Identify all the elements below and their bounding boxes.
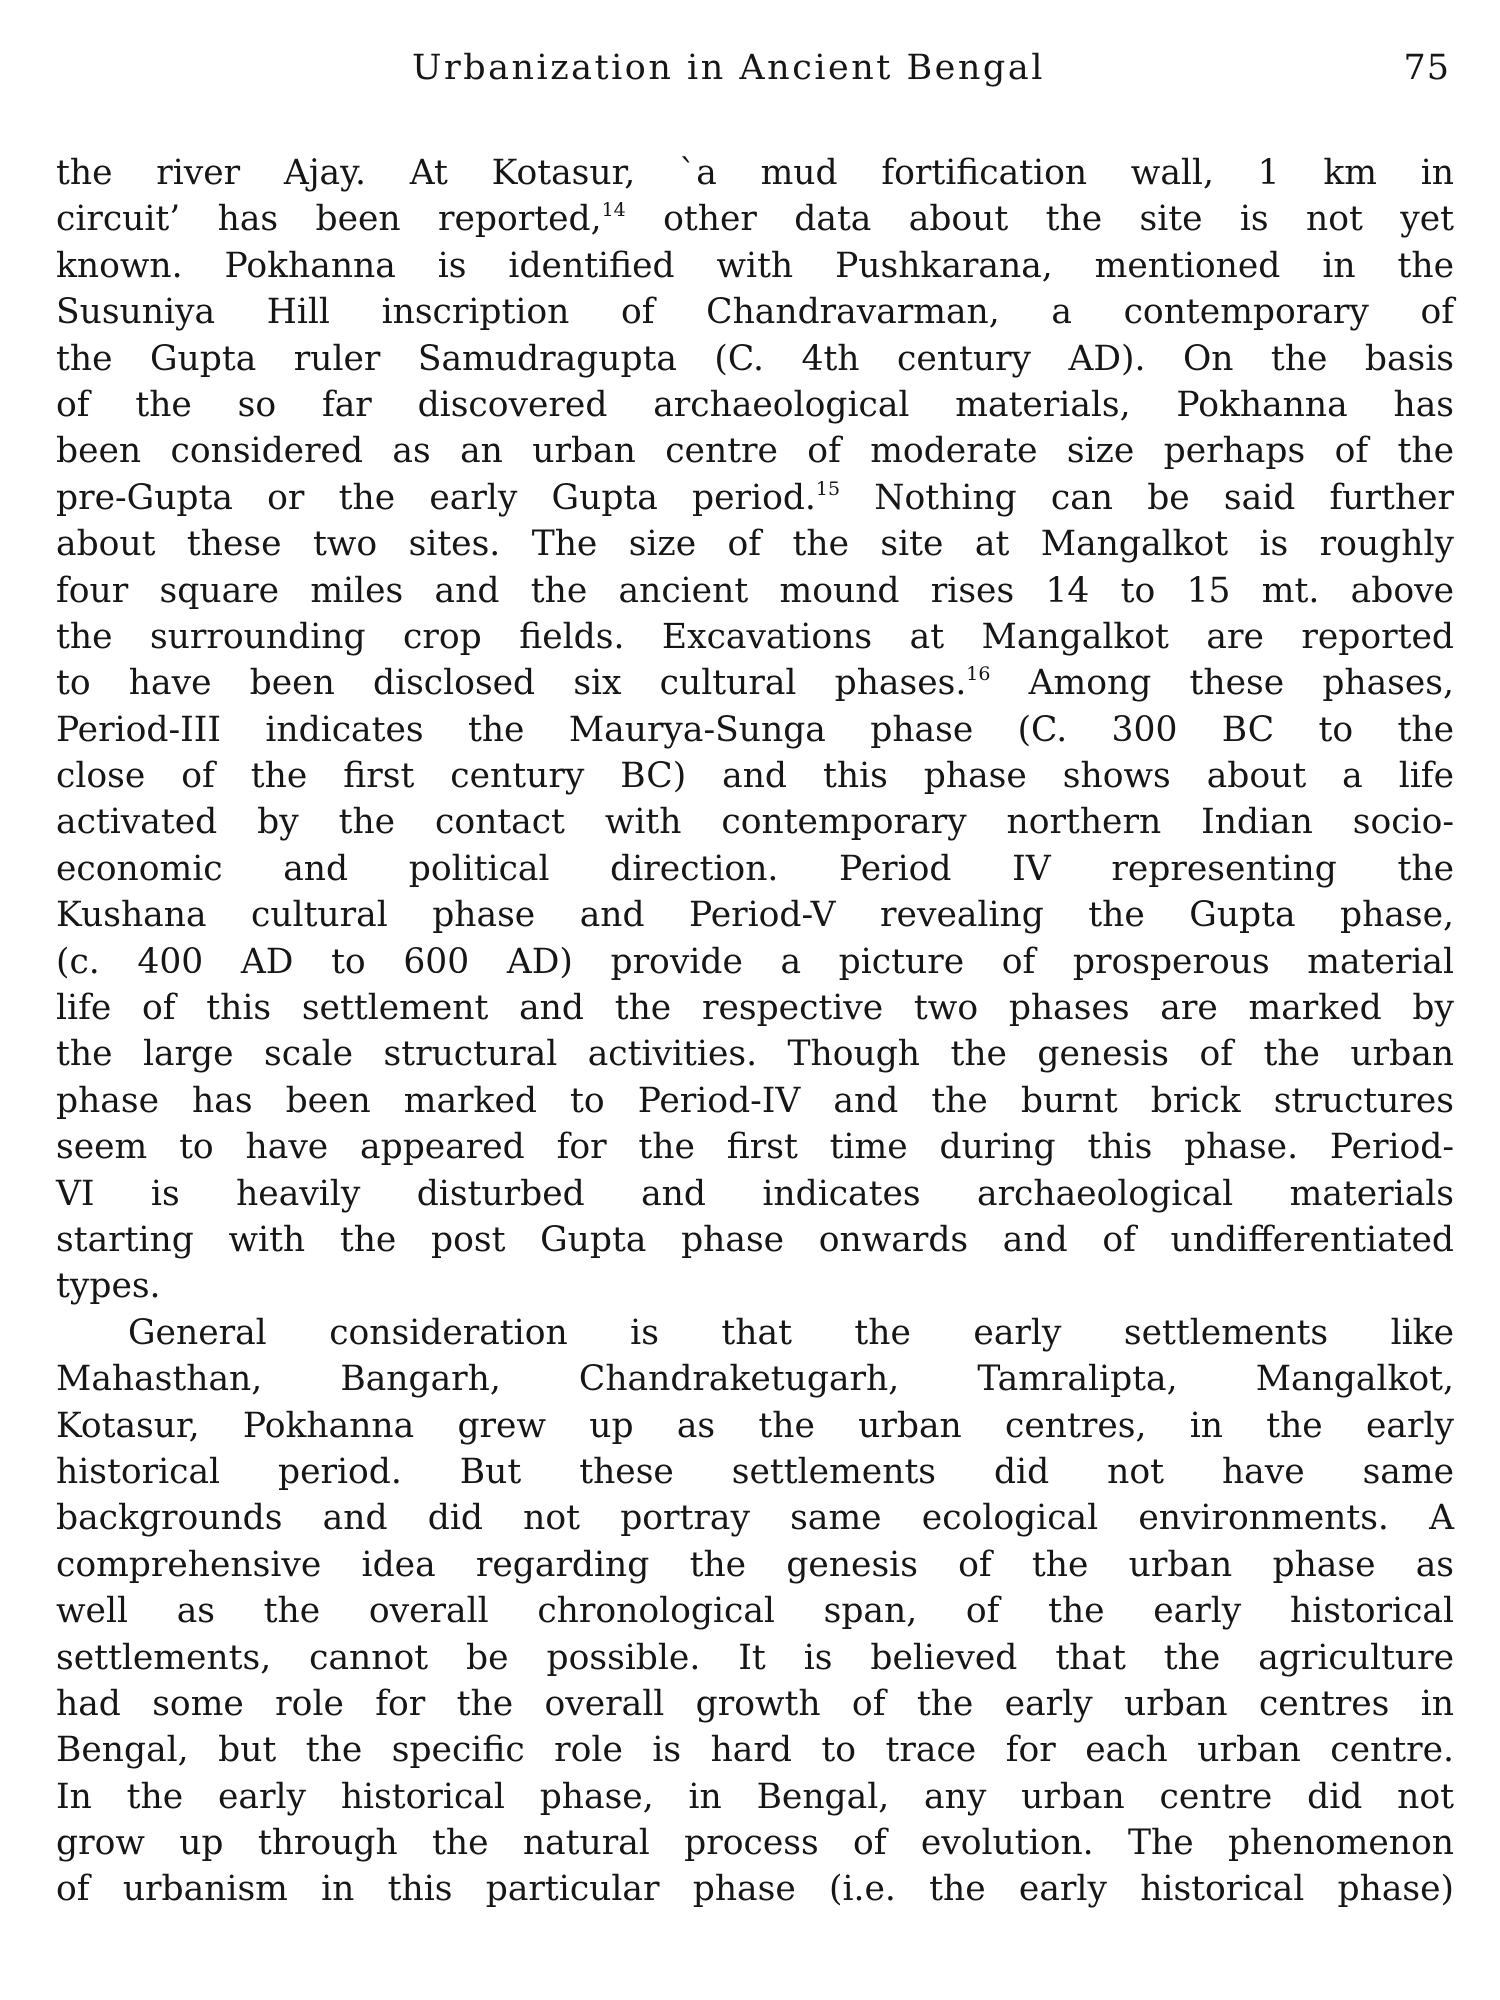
text-line: settlements, cannot be possible. It is believed that the agriculture: [56, 1637, 1454, 1678]
text-line: known. Pokhanna is identified with Pushkarana, mentioned in the: [56, 245, 1454, 286]
text-line: seem to have appeared for the first time during this phase. Period-: [56, 1127, 1454, 1168]
running-head: [0, 48, 1500, 98]
text-line: grow up through the natural process of evolution. The phenomenon: [56, 1823, 1454, 1864]
footnote-ref: 14: [601, 199, 626, 222]
text-line: starting with the post Gupta phase onwards and of undifferentiated: [56, 1219, 1454, 1260]
running-title: Urbanization in Ancient Bengal: [412, 48, 1045, 88]
text-line: activated by the contact with contemporary northern Indian socio-: [56, 802, 1454, 843]
footnote-ref: 15: [815, 477, 841, 500]
text-segment: pre-Gupta or the early Gupta period.: [56, 477, 816, 518]
text-line: well as the overall chronological span, of the early historical: [56, 1591, 1454, 1632]
text-line: four square miles and the ancient mound rises 14 to 15 mt. above: [56, 570, 1454, 611]
body-text: [56, 150, 1454, 1913]
text-line: of the so far discovered archaeological materials, Pokhanna has: [56, 384, 1454, 425]
text-line: Kushana cultural phase and Period-V revealing the Gupta phase,: [56, 895, 1454, 936]
text-line: Bengal, but the specific role is hard to trace for each urban centre.: [56, 1730, 1454, 1771]
text-line: historical period. But these settlements did not have same: [56, 1451, 1454, 1492]
text-line: [56, 660, 1454, 706]
text-segment: other data about the site is not yet: [663, 199, 1454, 240]
text-line: the Gupta ruler Samudragupta (C. 4th century AD). On the basis: [56, 338, 1454, 379]
text-line: close of the first century BC) and this phase shows about a life: [56, 756, 1454, 797]
text-line: phase has been marked to Period-IV and the burnt brick structures: [56, 1080, 1454, 1121]
text-line: the surrounding crop fields. Excavations at Mangalkot are reported: [56, 616, 1454, 657]
text-line: been considered as an urban centre of moderate size perhaps of the: [56, 431, 1454, 472]
text-line: the river Ajay. At Kotasur, `a mud fortification wall, 1 km in: [56, 153, 1454, 193]
text-line: backgrounds and did not portray same ecological environments. A: [56, 1498, 1454, 1539]
text-line: Susuniya Hill inscription of Chandravarman, a contemporary of: [56, 292, 1454, 333]
text-line: comprehensive idea regarding the genesis of the urban phase as: [56, 1544, 1454, 1585]
text-line: [56, 475, 1454, 521]
paragraph-1: [56, 150, 1454, 1310]
text-line: VI is heavily disturbed and indicates archaeological materials: [56, 1173, 1454, 1214]
text-line: the large scale structural activities. Though the genesis of the urban: [56, 1034, 1454, 1075]
text-line: In the early historical phase, in Bengal, any urban centre did not: [56, 1776, 1454, 1817]
footnote-ref: 16: [966, 663, 991, 686]
text-line: about these two sites. The size of the site at Mangalkot is roughly: [56, 524, 1454, 565]
text-line: had some role for the overall growth of the early urban centres in: [56, 1683, 1454, 1724]
text-line: Mahasthan, Bangarh, Chandraketugarh, Tamralipta, Mangalkot,: [56, 1359, 1454, 1400]
text-segment: Nothing can be said further: [840, 477, 1454, 518]
text-line: Period-III indicates the Maurya-Sunga phase (C. 300 BC to the: [56, 709, 1454, 750]
text-segment: circuit’ has been reported,: [56, 199, 602, 240]
text-line: [56, 196, 1454, 242]
page-number: 75: [1403, 48, 1450, 88]
text-line: Kotasur, Pokhanna grew up as the urban centres, in the early: [56, 1405, 1454, 1446]
text-line: economic and political direction. Period IV representing the: [56, 848, 1454, 889]
text-segment: Among these phases,: [990, 663, 1454, 704]
text-line: of urbanism in this particular phase (i.e. the early historical phase): [56, 1869, 1454, 1910]
text-line: (c. 400 AD to 600 AD) provide a picture of prosperous material: [56, 941, 1454, 982]
text-line: types.: [56, 1266, 161, 1307]
text-line: General consideration is that the early settlements like: [128, 1312, 1454, 1353]
text-segment: to have been disclosed six cultural phases.: [56, 663, 967, 704]
paragraph-2: [56, 1310, 1454, 1913]
text-line: life of this settlement and the respective two phases are marked by: [56, 988, 1454, 1029]
